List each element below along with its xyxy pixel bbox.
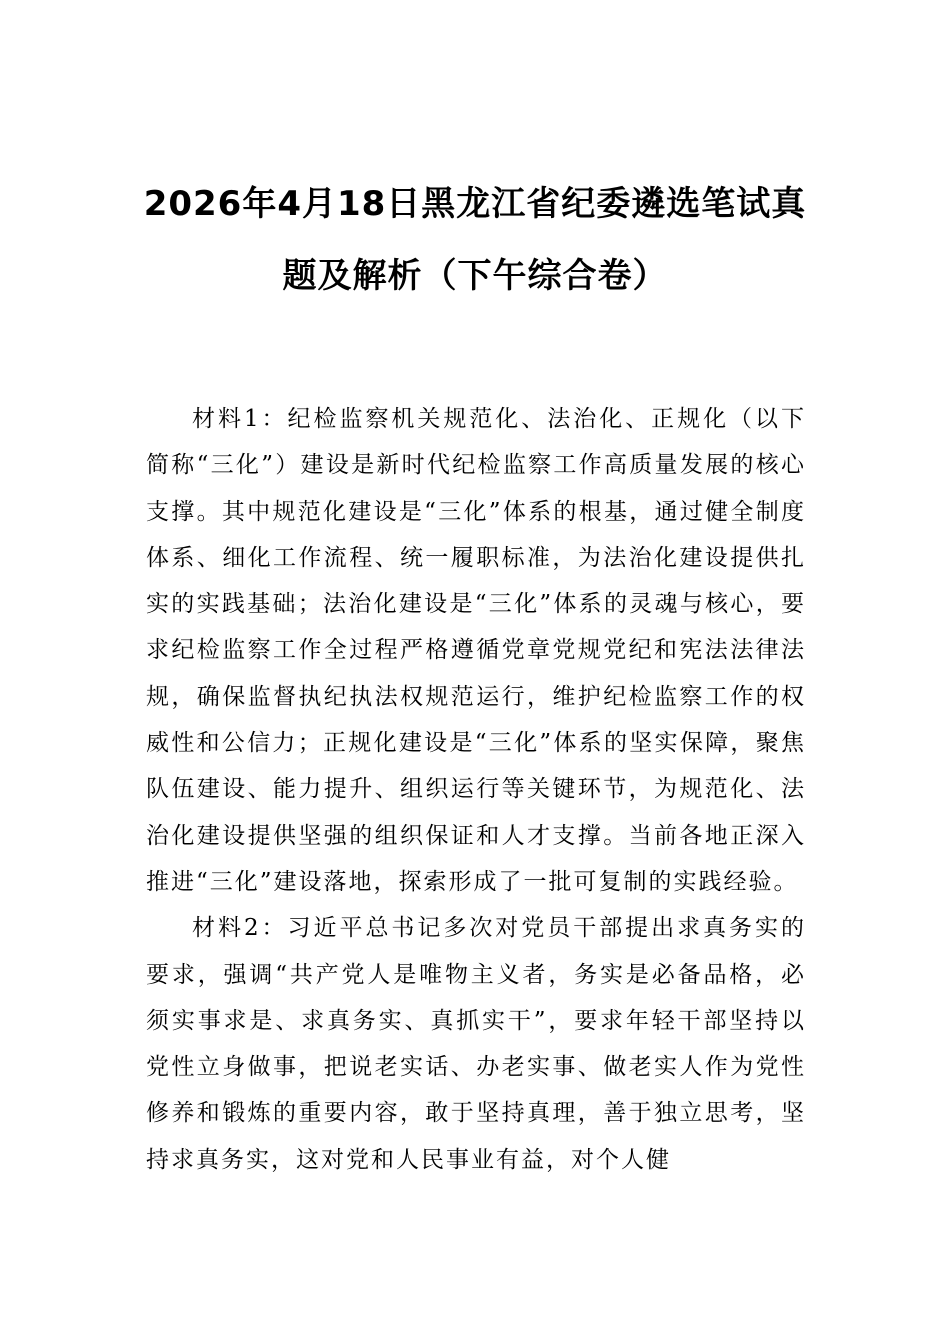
document-body [146,396,806,1183]
paragraph-material-1: 材料1：纪检监察机关规范化、法治化、正规化（以下简称“三化”）建设是新时代纪检监察工作高质量发展的核心支撑。其中规范化建设是“三化”体系的根基，通过健全制度体系、细化工作流程、统一履职标准，为法治化建设提供扎实的实践基础；法治化建设是“三化”体系的灵魂与核心，要求纪检监察工作全过程严格遵循党章党规党纪和宪法法律法规，确保监督执纪执法权规范运行，维护纪检监察工作的权威性和公信力；正规化建设是“三化”体系的坚实保障，聚焦队伍建设、能力提升、组织运行等关键环节，为规范化、法治化建设提供坚强的组织保证和人才支撑。当前各地正深入推进“三化”建设落地，探索形成了一批可复制的实践经验。 [146,406,806,895]
paragraph-material-2: 材料2：习近平总书记多次对党员干部提出求真务实的要求，强调“共产党人是唯物主义者，务实是必备品格，必须实事求是、求真务实、真抓实干”，要求年轻干部坚持以党性立身做事，把说老实话、办老实事、做老实人作为党性修养和锻炼的重要内容，敢于坚持真理，善于独立思考，坚持求真务实，这对党和人民事业有益，对个人健 [146,915,806,1173]
title-line-2: 题及解析（下午综合卷） [282,256,668,296]
document-title [140,168,810,312]
title-line-1: 2026年4月18日黑龙江省纪委遴选笔试真 [143,184,807,224]
